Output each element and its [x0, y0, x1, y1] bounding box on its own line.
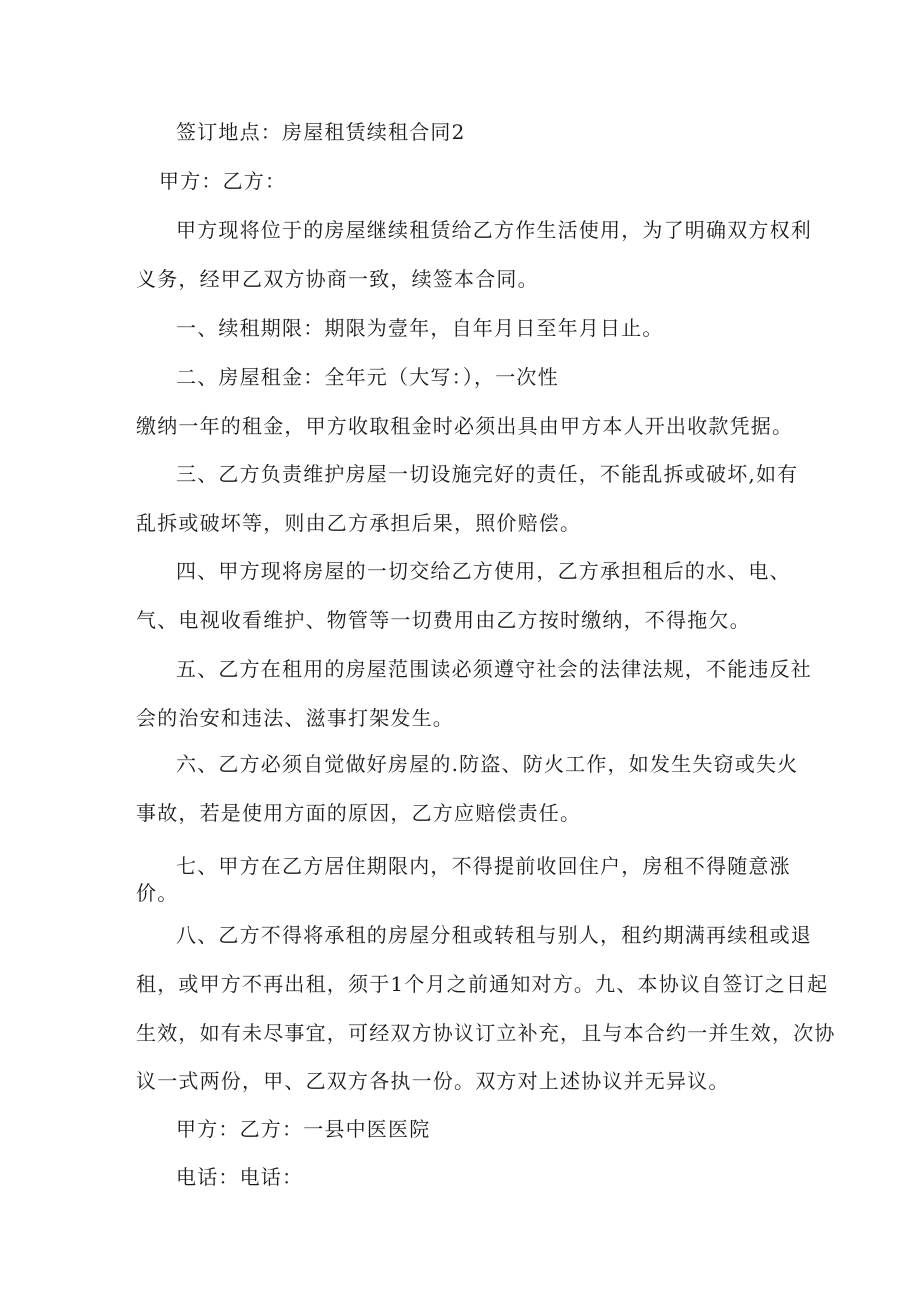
phone-line: 电话：电话：	[176, 1165, 304, 1189]
clause-2-line-1: 二、房屋租金：全年元（大写：），一次性	[176, 365, 559, 389]
clause-9-line-1: 生效，如有未尽事宜，可经双方协议订立补充，且与本合约一并生效，次协	[136, 1021, 836, 1045]
clause-3-line-2: 乱拆或破坏等，则由乙方承担后果，照价赔偿。	[136, 511, 582, 535]
clause-6-line-1: 六、乙方必须自觉做好房屋的.防盗、防火工作，如发生失窃或失火	[176, 752, 799, 776]
clause-5-line-1: 五、乙方在租用的房屋范围读必须遵守社会的法律法规，不能违反社	[176, 657, 812, 681]
clause-4-line-1: 四、甲方现将房屋的一切交给乙方使用，乙方承担租后的水、电、	[176, 559, 791, 583]
clause-3-line-1: 三、乙方负责维护房屋一切设施完好的责任，不能乱拆或破坏,如有	[176, 462, 799, 486]
clause-2-line-2: 缴纳一年的租金，甲方收取租金时必须出具由甲方本人开出收款凭据。	[136, 414, 794, 438]
clause-5-line-2: 会的治安和违法、滋事打架发生。	[136, 706, 454, 730]
clause-7-line-1: 七、甲方在乙方居住期限内，不得提前收回住户，房租不得随意涨	[176, 854, 791, 878]
clause-4-line-2: 气、电视收看维护、物管等一切费用由乙方按时缴纳，不得拖欠。	[136, 608, 751, 632]
signature-line: 甲方：乙方：一县中医医院	[176, 1117, 431, 1141]
clause-6-line-2: 事故，若是使用方面的原因，乙方应赔偿责任。	[136, 801, 582, 825]
clause-8-line-2: 租，或甲方不再出租，须于1个月之前通知对方。九、本协议自签订之日起	[136, 972, 829, 996]
intro-line-2: 义务，经甲乙双方协商一致，续签本合同。	[136, 267, 539, 291]
clause-8-line-1: 八、乙方不得将承租的房屋分租或转租与别人，租约期满再续租或退	[176, 923, 812, 947]
clause-1: 一、续租期限：期限为壹年，自年月日至年月日止。	[176, 316, 664, 340]
parties-line: 甲方：乙方：	[159, 169, 287, 193]
clause-9-line-2: 议一式两份，甲、乙双方各执一份。双方对上述协议并无异议。	[136, 1069, 730, 1093]
clause-7-line-2: 价。	[136, 881, 179, 905]
signing-place-title: 签订地点：房屋租赁续租合同2	[176, 120, 466, 144]
intro-line-1: 甲方现将位于的房屋继续租赁给乙方作生活使用，为了明确双方权利	[176, 218, 812, 242]
